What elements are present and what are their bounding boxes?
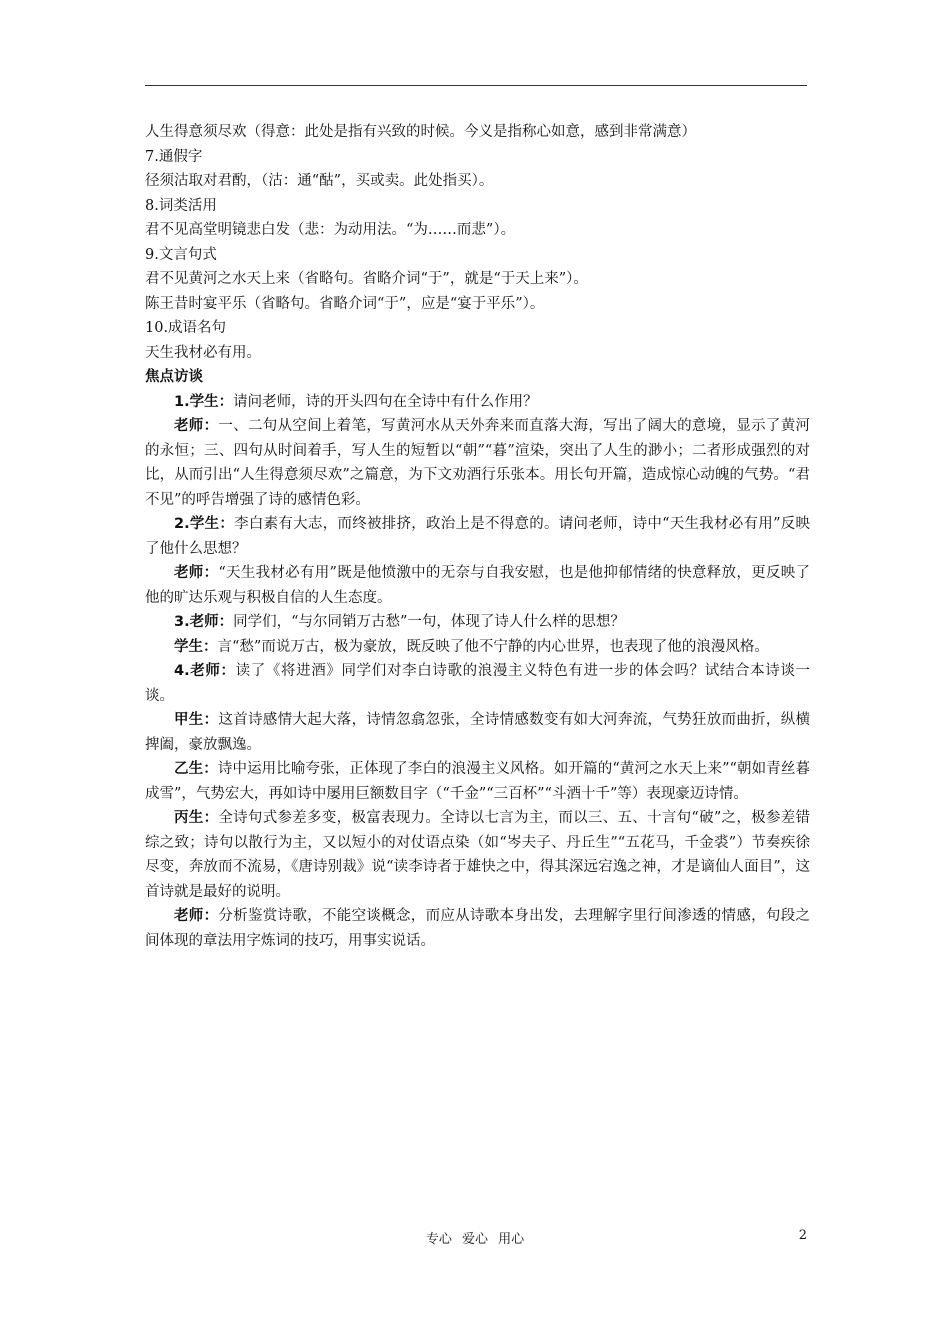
dialogue-text: 同学们，“与尔同销万古愁”一句，体现了诗人什么样的思想？ [233, 614, 625, 630]
dialogue-paragraph [145, 757, 810, 806]
dialogue-paragraph [145, 512, 810, 561]
dialogue-text: 这首诗感情大起大落，诗情忽翕忽张，全诗情感数变有如大河奔流，气势狂放而曲折，纵横捭阖，豪放飘逸。 [145, 712, 811, 753]
note-line: 君不见高堂明镜悲白发（悲：为动用法。“为……而悲”）。 [145, 222, 516, 238]
note-heading: 7.通假字 [145, 148, 203, 165]
speaker-label: 丙生： [174, 810, 219, 826]
dialogue-paragraph [145, 561, 810, 610]
note-line: 径须沽取对君酌，（沽：通“酤”，买或卖。此处指买）。 [145, 173, 494, 189]
note-line: 陈王昔时宴平乐（省略句。省略介词“于”，应是“宴于平乐”）。 [145, 295, 545, 312]
dialogue-text: 请问老师，诗的开头四句在全诗中有什么作用？ [233, 393, 538, 410]
dialogue-paragraph [145, 610, 810, 635]
note-heading: 10.成语名句 [145, 320, 227, 336]
note-line: 君不见黄河之水天上来（省略句。省略介词“于”，就是“于天上来”）。 [145, 271, 588, 287]
note-heading: 8.词类活用 [145, 197, 217, 214]
dialogue-text: 分析鉴赏诗歌，不能空谈概念，而应从诗歌本身出发，去理解字里行间渗透的情感，句段之间体现的章法用字炼词的技巧，用事实说话。 [145, 908, 811, 949]
dialogue-paragraph [145, 659, 810, 708]
speaker-label: 甲生： [174, 712, 219, 728]
speaker-label: 3.老师： [174, 614, 234, 630]
dialogue-paragraph [145, 635, 810, 660]
dialogue-text: 李白素有大志，而终被排挤，政治上是不得意的。请问老师，诗中“天生我材必有用”反映了他什么思想？ [145, 516, 810, 557]
dialogue-text: 诗中运用比喻夸张，正体现了李白的浪漫主义风格。如开篇的“黄河之水天上来”“朝如青丝暮成雪”，气势宏大，再如诗中屡用巨额数目字（“千金”“三百杯”“斗酒十千”等）表现豪迈诗情。 [145, 761, 810, 802]
speaker-label: 学生： [174, 638, 218, 655]
dialogue-paragraph [145, 414, 810, 512]
section-title: 焦点访谈 [145, 369, 203, 385]
speaker-label: 老师： [174, 565, 219, 581]
dialogue-text: 全诗句式参差多变，极富表现力。全诗以七言为主，而以三、五、十言句“破”之，极参差错综之致；诗句以散行为主，又以短小的对仗语点染（如“岑夫子、丹丘生”“五花马，千金裘”）节奏疾徐尽变，奔放而不流易，《唐诗别裁》说“读李诗者于雄快之中，得其深远宕逸之神，才是谪仙人面目”，这首诗就是最好的说明。 [145, 810, 811, 900]
speaker-label: 1.学生： [174, 393, 234, 410]
speaker-label: 乙生： [174, 761, 218, 777]
speaker-label: 老师： [174, 908, 219, 924]
page-number: 2 [798, 1228, 807, 1243]
note-line: 人生得意须尽欢（得意：此处是指有兴致的时候。今义是指称心如意，感到非常满意） [145, 124, 696, 140]
note-line: 天生我材必有用。 [145, 344, 261, 361]
header-rule [145, 85, 807, 86]
dialogue-paragraph [145, 390, 810, 415]
note-heading: 9.文言句式 [145, 246, 217, 263]
dialogue-text: 一、二句从空间上着笔，写黄河水从天外奔来而直落大海，写出了阔大的意境，显示了黄河的永恒；三、四句从时间着手，写人生的短暂以“朝”“暮”渲染，突出了人生的渺小；二者形成强烈的对比，从而引出“人生得意须尽欢”之篇意，为下文劝酒行乐张本。用长句开篇，造成惊心动魄的气势。“君不见”的呼告增强了诗的感情色彩。 [145, 418, 811, 508]
page-footer [0, 1228, 950, 1248]
dialogue-text: 言“愁”而说万古，极为豪放，既反映了他不宁静的内心世界，也表现了他的浪漫风格。 [217, 638, 769, 655]
page-body [145, 120, 810, 953]
dialogue-text: “天生我材必有用”既是他愤激中的无奈与自我安慰，也是他抑郁情绪的快意释放，更反映了他的旷达乐观与积极自信的人生态度。 [145, 565, 811, 606]
footer-motto: 专心 爱心 用心 [425, 1232, 525, 1247]
speaker-label: 4.老师： [174, 663, 236, 679]
speaker-label: 老师： [174, 418, 219, 434]
dialogue-paragraph [145, 806, 810, 904]
speaker-label: 2.学生： [174, 516, 235, 532]
dialogue-paragraph [145, 708, 810, 757]
dialogue-paragraph [145, 904, 810, 953]
dialogue-text: 读了《将进酒》同学们对李白诗歌的浪漫主义特色有进一步的体会吗？试结合本诗谈一谈。 [145, 663, 810, 704]
